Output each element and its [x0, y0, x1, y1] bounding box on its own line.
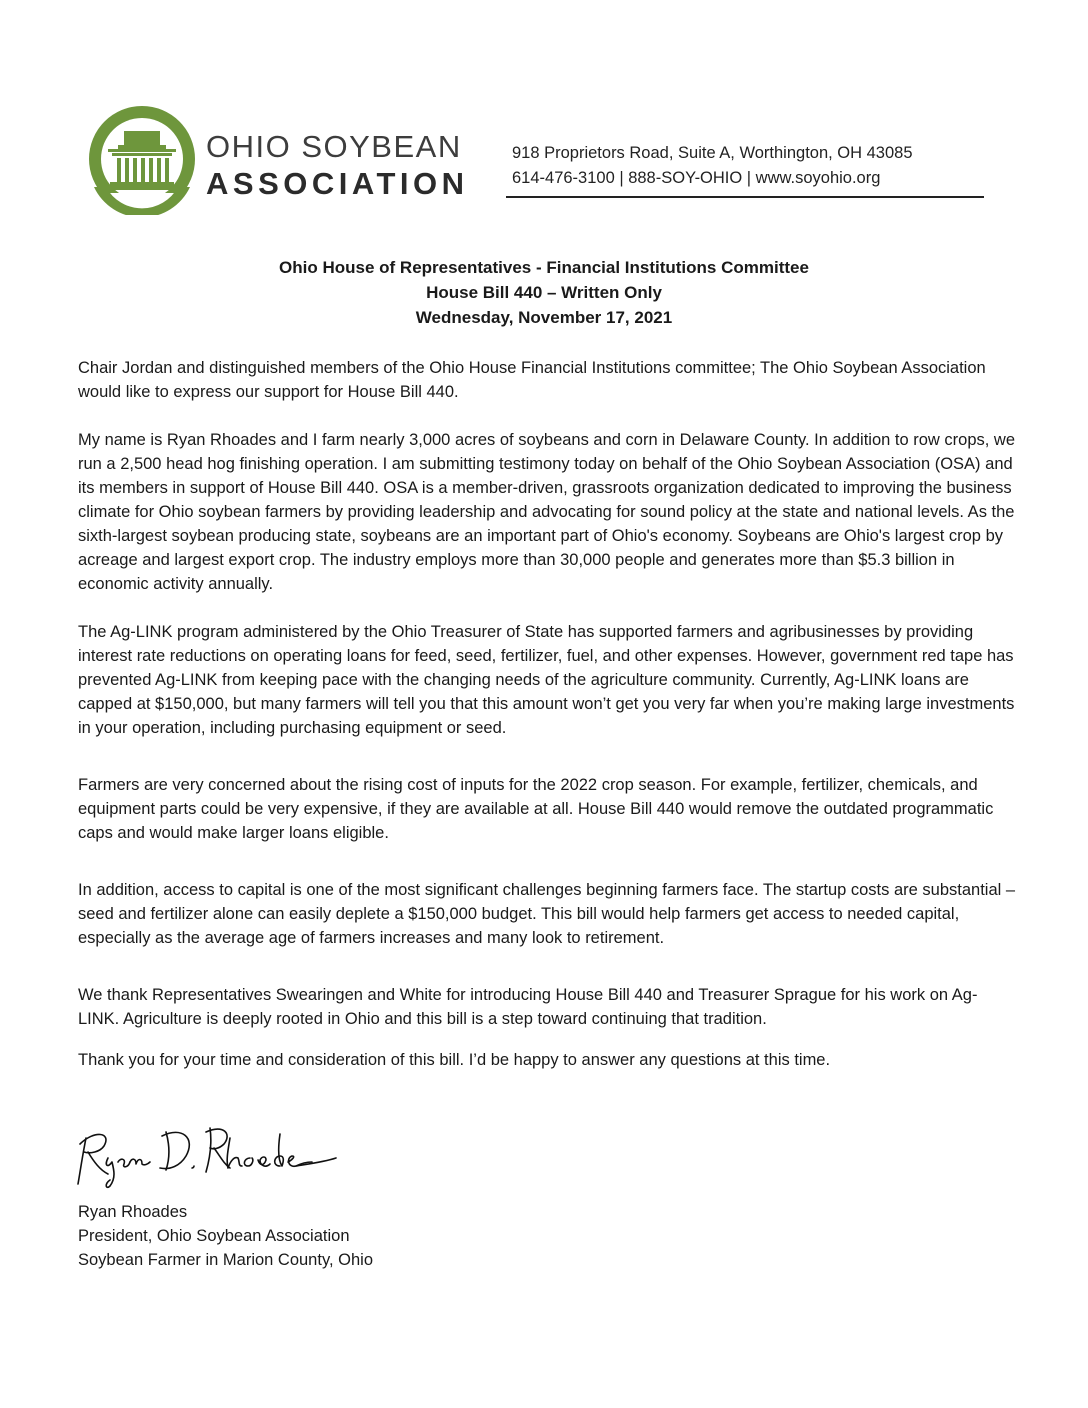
contact-info: [512, 141, 984, 191]
paragraph-ag-link: The Ag-LINK program administered by the Ohio Treasurer of State has supported farmers and agribusinesses by providing interest rate reductions on operating loans for feed, seed, fertilizer, fuel, and other expenses. However, government red tape has prevented Ag-LINK from keeping pace with the changing needs of the agriculture community. Currently, Ag-LINK loans are capped at $150,000, but many farmers will tell you that this amount won’t get you very far when you’re making large investments in your operation, including purchasing equipment or seed.: [78, 623, 1015, 737]
signer-title: President, Ohio Soybean Association: [78, 1227, 350, 1245]
paragraph-access-to-capital: In addition, access to capital is one of the most significant challenges beginning farmers face. The startup costs are substantial – seed and fertilizer alone can easily deplete a $150,000 budget. This bill would help farmers get access to needed capital, especially as the average age of farmers increases and many look to retirement.: [78, 881, 1016, 947]
document-heading: [0, 255, 1088, 330]
signer-name: Ryan Rhoades: [78, 1203, 188, 1221]
letterhead: [86, 103, 986, 223]
signature-block: [78, 1200, 373, 1272]
paragraph-closing: Thank you for your time and consideration of this bill. I’d be happy to answer any questions at this time.: [78, 1051, 831, 1069]
signer-affiliation: Soybean Farmer in Marion County, Ohio: [78, 1251, 373, 1269]
heading-date: Wednesday, November 17, 2021: [415, 308, 673, 327]
paragraph-greeting: Chair Jordan and distinguished members of the Ohio House Financial Institutions committee; The Ohio Soybean Association would like to express our support for House Bill 440.: [78, 359, 986, 401]
org-name-line2: ASSOCIATION: [206, 166, 469, 201]
paragraph-thanks: We thank Representatives Swearingen and White for introducing House Bill 440 and Treasurer Sprague for his work on Ag-LINK. Agriculture is deeply rooted in Ohio and this bill is a step toward continuing that tradition.: [78, 986, 978, 1028]
ohio-soybean-logo: [86, 103, 198, 215]
letter-body: [78, 356, 1018, 1072]
org-name-line1: OHIO SOYBEAN: [206, 129, 462, 164]
contact-divider: [506, 196, 984, 198]
contact-line: 614-476-3100 | 888-SOY-OHIO | www.soyohio.org: [512, 169, 881, 187]
handwritten-signature: [74, 1118, 344, 1192]
org-name: [206, 129, 469, 203]
address: 918 Proprietors Road, Suite A, Worthington, OH 43085: [512, 144, 913, 162]
paragraph-introduction: My name is Ryan Rhoades and I farm nearly 3,000 acres of soybeans and corn in Delaware County. In addition to row crops, we run a 2,500 head hog finishing operation. I am submitting testimony today on behalf of the Ohio Soybean Association (OSA) and its members in support of House Bill 440. OSA is a member-driven, grassroots organization dedicated to improving the business climate for Ohio soybean farmers by providing leadership and advocating for sound policy at the state and national levels. As the sixth-largest soybean producing state, soybeans are an important part of Ohio's economy. Soybeans are Ohio's largest crop by acreage and largest export crop. The industry employs more than 30,000 people and generates more than $5.3 billion in economic activity annually.: [78, 431, 1016, 593]
heading-bill: House Bill 440 – Written Only: [426, 283, 662, 302]
heading-committee: Ohio House of Representatives - Financial Institutions Committee: [279, 258, 809, 277]
paragraph-input-costs: Farmers are very concerned about the rising cost of inputs for the 2022 crop season. For example, fertilizer, chemicals, and equipment parts could be very expensive, if they are available at all. House Bill 440 would remove the outdated programmatic caps and would make larger loans eligible.: [78, 776, 994, 842]
